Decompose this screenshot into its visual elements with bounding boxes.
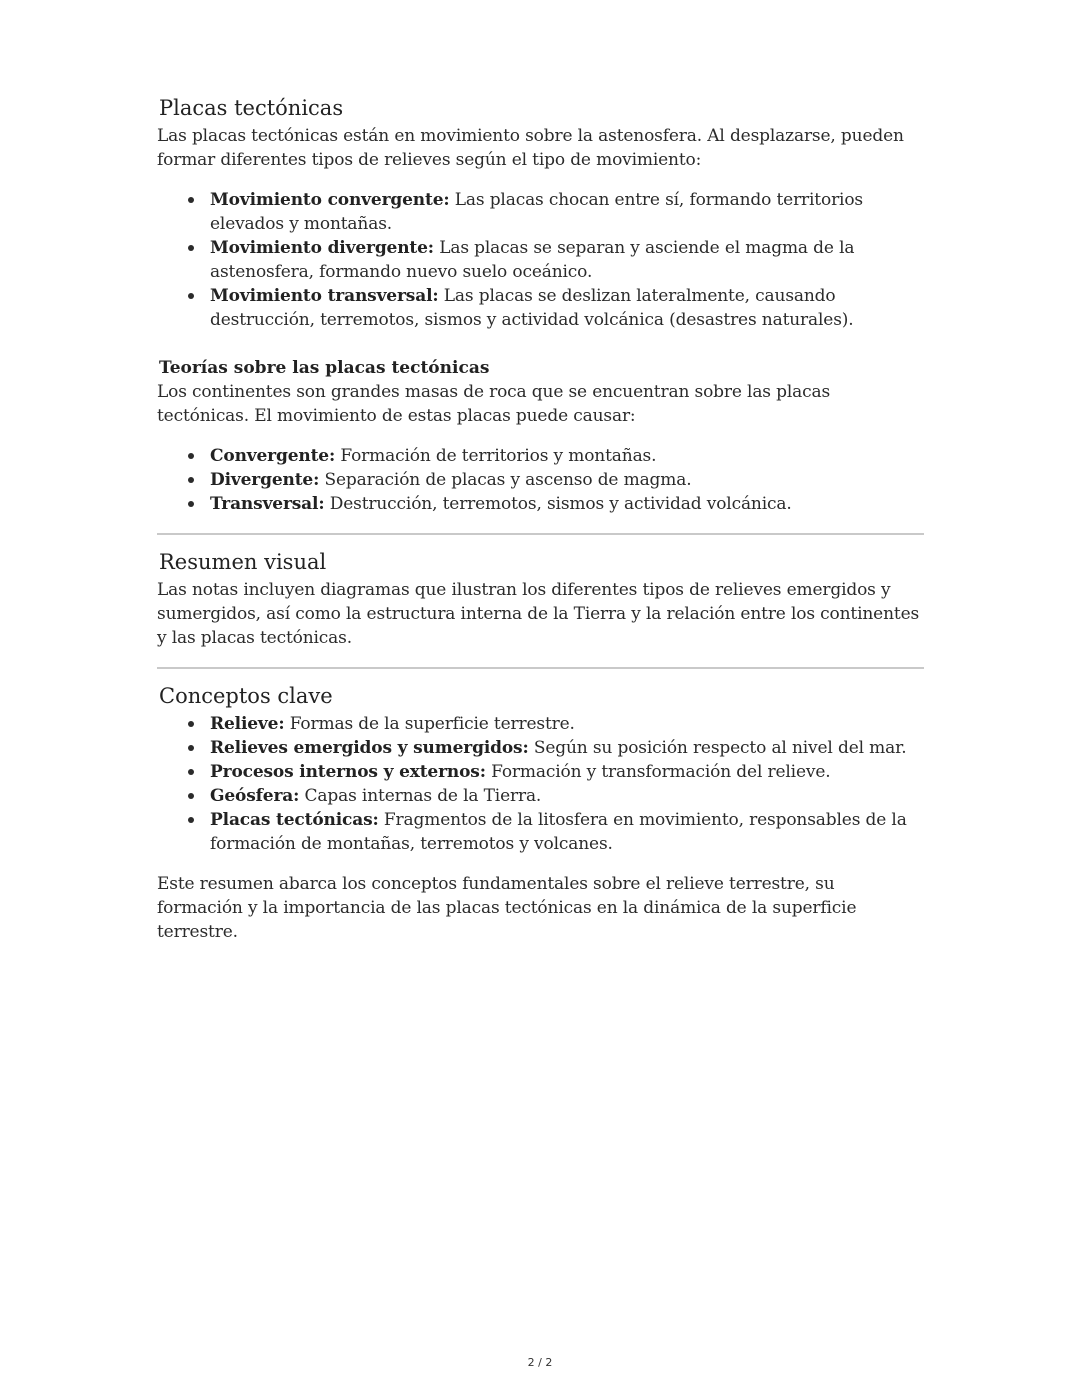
list-item-term: Movimiento convergente: [210, 190, 450, 210]
list-item-text: Fragmentos de la litosfera en movimiento, responsables de la formación de montañas, terremotos y volcanes. [210, 810, 907, 854]
list-item-text: Formación y transformación del relieve. [485, 762, 831, 782]
bullet-icon [188, 197, 194, 203]
list-item-term: Geósfera: [210, 786, 300, 806]
list-item [157, 784, 924, 808]
section-body: Las notas incluyen diagramas que ilustran los diferentes tipos de relieves emergidos y sumergidos, así como la estructura interna de la Tierra y la relación entre los continentes y las placas tectónicas. [157, 580, 920, 648]
list-item [157, 808, 924, 856]
list-item [157, 492, 924, 516]
subsection-heading: Teorías sobre las placas tectónicas [159, 358, 490, 378]
bullet-icon [188, 817, 194, 823]
list-item [157, 760, 924, 784]
document-page [157, 94, 924, 944]
bullet-icon [188, 769, 194, 775]
bullet-list [157, 712, 924, 856]
bullet-icon [188, 501, 194, 507]
list-item-text: Las placas se separan y asciende el magma de la astenosfera, formando nuevo suelo oceánico. [210, 238, 855, 282]
list-item-term: Relieve: [210, 714, 285, 734]
section-heading: Placas tectónicas [159, 96, 344, 120]
list-item [157, 444, 924, 468]
list-item [157, 188, 924, 236]
bullet-list [157, 444, 924, 516]
bullet-icon [188, 745, 194, 751]
list-item-term: Relieves emergidos y sumergidos: [210, 738, 529, 758]
list-item-term: Placas tectónicas: [210, 810, 379, 830]
list-item-term: Movimiento transversal: [210, 286, 439, 306]
bullet-icon [188, 293, 194, 299]
section-teorias [157, 356, 924, 516]
bullet-icon [188, 477, 194, 483]
bullet-list [157, 188, 924, 332]
list-item [157, 468, 924, 492]
list-item-term: Divergente: [210, 470, 320, 490]
list-item [157, 284, 924, 332]
list-item-text: Formación de territorios y montañas. [335, 446, 657, 466]
section-intro: Los continentes son grandes masas de roca que se encuentran sobre las placas tectónicas. El movimiento de estas placas puede causar: [157, 382, 831, 426]
bullet-icon [188, 245, 194, 251]
section-heading: Conceptos clave [159, 684, 333, 708]
section-placas-tectonicas [157, 94, 924, 332]
list-item-text: Destrucción, terremotos, sismos y actividad volcánica. [324, 494, 792, 514]
list-item [157, 736, 924, 760]
section-resumen-visual [157, 548, 924, 650]
list-item-text: Formas de la superficie terrestre. [284, 714, 575, 734]
list-item-text: Capas internas de la Tierra. [299, 786, 542, 806]
list-item-text: Las placas chocan entre sí, formando territorios elevados y montañas. [210, 190, 863, 234]
section-divider [157, 533, 924, 535]
bullet-icon [188, 721, 194, 727]
section-intro: Las placas tectónicas están en movimiento sobre la astenosfera. Al desplazarse, pueden formar diferentes tipos de relieves según el tipo de movimiento: [157, 126, 904, 170]
section-heading: Resumen visual [159, 550, 327, 574]
list-item [157, 236, 924, 284]
bullet-icon [188, 453, 194, 459]
list-item-term: Movimiento divergente: [210, 238, 434, 258]
list-item-text: Separación de placas y ascenso de magma. [319, 470, 692, 490]
section-conceptos-clave [157, 682, 924, 944]
section-divider [157, 667, 924, 669]
list-item-term: Convergente: [210, 446, 336, 466]
list-item-term: Procesos internos y externos: [210, 762, 486, 782]
closing-paragraph: Este resumen abarca los conceptos fundamentales sobre el relieve terrestre, su formación y la importancia de las placas tectónicas en la dinámica de la superficie terrestre. [157, 874, 857, 942]
list-item-text: Las placas se deslizan lateralmente, causando destrucción, terremotos, sismos y actividad volcánica (desastres naturales). [210, 286, 854, 330]
list-item [157, 712, 924, 736]
bullet-icon [188, 793, 194, 799]
list-item-text: Según su posición respecto al nivel del mar. [528, 738, 907, 758]
page-number: 2 / 2 [527, 1356, 553, 1369]
list-item-term: Transversal: [210, 494, 325, 514]
